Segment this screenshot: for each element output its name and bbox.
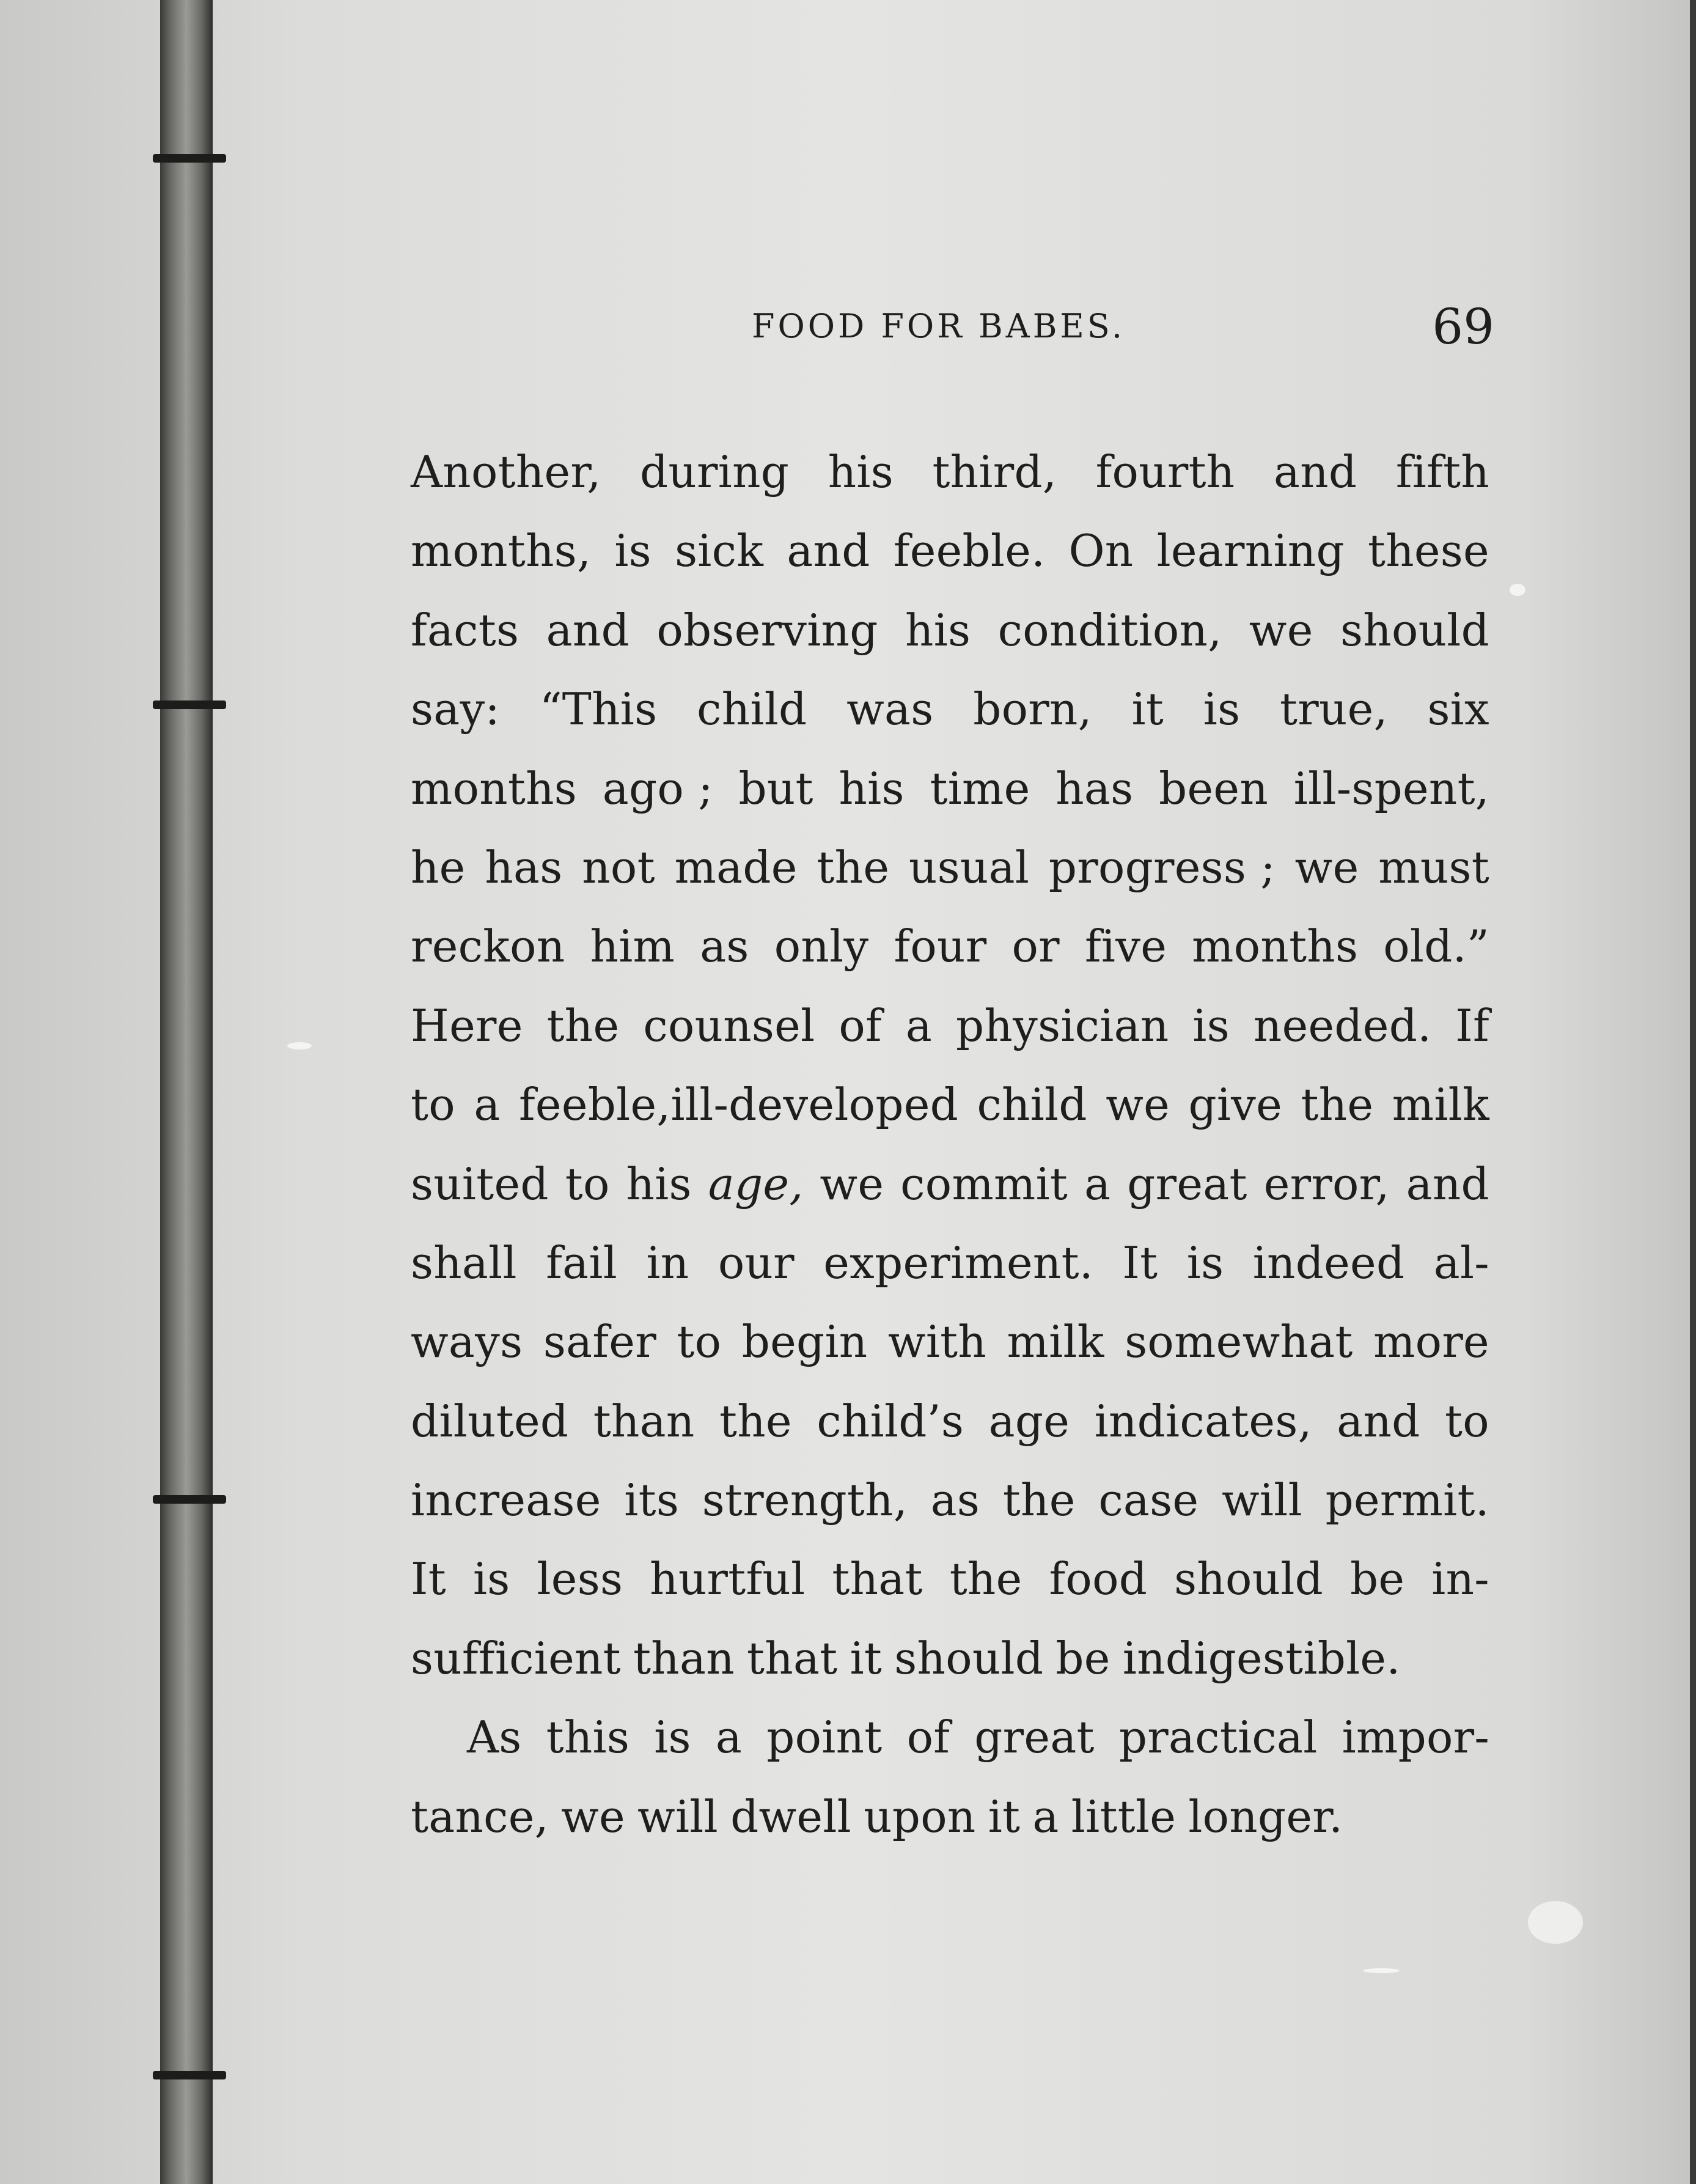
word: we	[820, 1158, 884, 1210]
word: was	[846, 683, 934, 735]
word: fifth	[1395, 446, 1489, 498]
word: indigestible.	[1122, 1632, 1401, 1684]
word: al-	[1433, 1237, 1489, 1289]
word: we	[1249, 604, 1313, 656]
word: is	[654, 1712, 691, 1763]
word: born,	[973, 683, 1092, 735]
word: his	[905, 604, 971, 656]
word: If	[1455, 999, 1489, 1051]
word: be	[1055, 1632, 1110, 1684]
word: impor-	[1342, 1712, 1489, 1763]
word: than	[633, 1632, 735, 1684]
word: been	[1159, 762, 1269, 814]
word: these	[1367, 525, 1489, 577]
word: old.”	[1383, 921, 1489, 973]
word: has	[485, 841, 563, 893]
word: practical	[1118, 1712, 1318, 1763]
text-line	[411, 1232, 1489, 1311]
word: physician	[956, 999, 1169, 1051]
page-edge	[1690, 0, 1696, 2184]
word: months	[1192, 921, 1359, 973]
word: and	[1274, 446, 1357, 498]
word: observing	[656, 604, 878, 656]
word: third,	[932, 446, 1057, 498]
text-line	[411, 758, 1489, 837]
word: Another,	[411, 446, 601, 498]
word: him	[590, 921, 675, 973]
word: the	[949, 1553, 1022, 1605]
word: as	[930, 1474, 980, 1526]
word: longer.	[1188, 1790, 1343, 1842]
word: six	[1427, 683, 1489, 735]
word: true,	[1280, 683, 1388, 735]
word: say:	[411, 683, 501, 735]
word: ago ;	[602, 762, 713, 814]
word: of	[839, 999, 882, 1051]
word: it	[1131, 683, 1164, 735]
word: progress ;	[1048, 841, 1276, 893]
word: is	[1203, 683, 1241, 735]
text-line	[411, 1311, 1489, 1390]
word: sick	[675, 525, 764, 577]
word: upon	[864, 1790, 976, 1842]
word: to	[677, 1316, 722, 1368]
word: during	[639, 446, 790, 498]
word: it	[988, 1790, 1021, 1842]
word: condition,	[997, 604, 1222, 656]
text-line	[411, 916, 1489, 995]
binding-stitch	[153, 700, 226, 709]
word: as	[700, 921, 749, 973]
word: is	[614, 525, 652, 577]
word: child	[977, 1079, 1087, 1131]
paper-speck	[1363, 1968, 1400, 1973]
word: is	[1192, 999, 1230, 1051]
word: ways	[411, 1316, 523, 1368]
word: milk	[1392, 1079, 1489, 1131]
body-text	[411, 441, 1489, 1865]
word: a	[474, 1079, 501, 1131]
word: and	[1337, 1395, 1420, 1447]
word: his	[828, 446, 894, 498]
word: counsel	[643, 999, 815, 1051]
word: Here	[411, 999, 523, 1051]
word: to	[411, 1079, 455, 1131]
text-line	[411, 1153, 1489, 1232]
word: five	[1084, 921, 1167, 973]
page-header	[413, 298, 1494, 353]
word: to	[565, 1158, 610, 1210]
word: a	[715, 1712, 743, 1763]
paper-speck	[1528, 1901, 1583, 1944]
text-line	[411, 441, 1489, 520]
word: is	[1186, 1237, 1224, 1289]
word: shall	[411, 1237, 517, 1289]
word: It	[1122, 1237, 1158, 1289]
word: made	[674, 841, 798, 893]
binding-stitch	[153, 1495, 226, 1504]
word: great	[974, 1712, 1095, 1763]
text-line	[411, 995, 1489, 1074]
text-line	[411, 600, 1489, 678]
word: four	[894, 921, 987, 973]
word: diluted	[411, 1395, 569, 1447]
word: and	[1406, 1158, 1489, 1210]
word: should	[1340, 604, 1489, 656]
word: child’s	[817, 1395, 964, 1447]
word: and	[787, 525, 870, 577]
word: this	[546, 1712, 630, 1763]
word: only	[774, 921, 869, 973]
word: he	[411, 841, 466, 893]
word: will	[1221, 1474, 1302, 1526]
page-number: 69	[1432, 298, 1494, 355]
word: strength,	[702, 1474, 908, 1526]
word: feeble,ill-developed	[518, 1079, 959, 1131]
word: needed.	[1253, 999, 1432, 1051]
word: in	[646, 1237, 689, 1289]
binding-stitch	[153, 154, 226, 163]
word: more	[1373, 1316, 1489, 1368]
word: dwell	[730, 1790, 851, 1842]
word: the	[1301, 1079, 1374, 1131]
word: usual	[909, 841, 1030, 893]
word: It	[411, 1553, 446, 1605]
word: we	[1294, 841, 1359, 893]
word: that	[747, 1632, 838, 1684]
word: the	[719, 1395, 792, 1447]
word: must	[1378, 841, 1489, 893]
word: safer	[543, 1316, 656, 1368]
word: will	[637, 1790, 718, 1842]
text-line	[411, 1548, 1489, 1627]
word: experiment.	[823, 1237, 1093, 1289]
word: we	[561, 1790, 625, 1842]
text-line	[411, 1786, 1489, 1865]
book-binding	[160, 0, 213, 2184]
word: our	[718, 1237, 795, 1289]
word: in-	[1431, 1553, 1489, 1605]
word: that	[832, 1553, 923, 1605]
word: his	[626, 1158, 692, 1210]
word: “This	[539, 683, 658, 735]
text-line	[411, 1469, 1489, 1548]
word: suited	[411, 1158, 549, 1210]
word: point	[766, 1712, 883, 1763]
word: reckon	[411, 921, 565, 973]
word: a	[1032, 1790, 1059, 1842]
word: child	[697, 683, 807, 735]
word: a	[1084, 1158, 1111, 1210]
word: somewhat	[1125, 1316, 1353, 1368]
word: age	[988, 1395, 1070, 1447]
word: we	[1106, 1079, 1170, 1131]
word: indeed	[1252, 1237, 1405, 1289]
text-line	[411, 1074, 1489, 1153]
word: tance,	[411, 1790, 549, 1842]
word: As	[467, 1712, 522, 1763]
word: or	[1011, 921, 1060, 973]
word: should	[1174, 1553, 1324, 1605]
word: a	[905, 999, 933, 1051]
word: food	[1049, 1553, 1148, 1605]
word: fourth	[1095, 446, 1235, 498]
word: On	[1068, 525, 1134, 577]
word: great	[1127, 1158, 1247, 1210]
word: less	[537, 1553, 623, 1605]
word: give	[1188, 1079, 1283, 1131]
word: ill-spent,	[1293, 762, 1489, 814]
paper-speck	[1510, 584, 1525, 596]
word: time	[930, 762, 1030, 814]
word: it	[850, 1632, 883, 1684]
text-line	[411, 1707, 1489, 1785]
text-line	[411, 1391, 1489, 1469]
text-line	[411, 678, 1489, 757]
word: facts	[411, 604, 519, 656]
word: but	[738, 762, 813, 814]
word: has	[1055, 762, 1134, 814]
text-line	[411, 1628, 1489, 1707]
word: and	[546, 604, 630, 656]
word: the	[817, 841, 890, 893]
word: months	[411, 762, 578, 814]
binding-stitch	[153, 2071, 226, 2079]
word: learning	[1156, 525, 1345, 577]
word: should	[894, 1632, 1044, 1684]
word: the	[546, 999, 620, 1051]
word: not	[582, 841, 655, 893]
text-line	[411, 837, 1489, 916]
word: age,	[708, 1158, 804, 1210]
word: months,	[411, 525, 592, 577]
word: begin	[741, 1316, 868, 1368]
word: feeble.	[893, 525, 1046, 577]
word: milk	[1007, 1316, 1104, 1368]
word: case	[1098, 1474, 1199, 1526]
paper-speck	[287, 1042, 312, 1050]
word: indicates,	[1094, 1395, 1312, 1447]
text-line	[411, 520, 1489, 599]
word: error,	[1263, 1158, 1390, 1210]
word: be	[1350, 1553, 1405, 1605]
word: commit	[900, 1158, 1068, 1210]
word: little	[1071, 1790, 1177, 1842]
word: is	[472, 1553, 510, 1605]
word: sufficient	[411, 1632, 621, 1684]
word: his	[839, 762, 905, 814]
word: to	[1445, 1395, 1489, 1447]
word: than	[593, 1395, 695, 1447]
word: permit.	[1325, 1474, 1489, 1526]
word: fail	[546, 1237, 618, 1289]
running-title: FOOD FOR BABES.	[752, 307, 1126, 345]
word: the	[1002, 1474, 1076, 1526]
word: hurtful	[650, 1553, 806, 1605]
word: its	[624, 1474, 680, 1526]
word: increase	[411, 1474, 601, 1526]
word: of	[906, 1712, 950, 1763]
word: with	[887, 1316, 987, 1368]
